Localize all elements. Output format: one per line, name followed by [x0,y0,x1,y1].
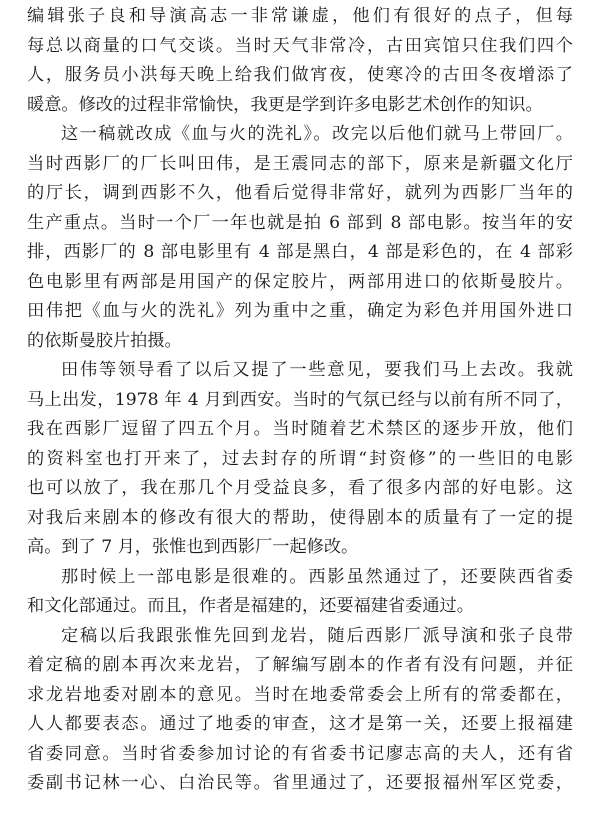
text-line: 每总以商量的口气交谈。当时天气非常冷，古田宾馆只住我们四个 [27,35,573,56]
text-line: 这一稿就改成《血与火的洗礼》。改完以后他们就马上带回厂。 [61,124,573,144]
text-line: 的厅长，调到西影不久，他看后觉得非常好，就列为西影厂当年的 [27,183,573,203]
text-line: 编辑张子良和导演高志一非常谦虚，他们有很好的点子，但每 [27,6,573,26]
text-line: 当时西影厂的厂长叫田伟，是王震同志的部下，原来是新疆文化厅 [27,153,573,174]
text-line: 田伟把《血与火的洗礼》列为重中之重，确定为彩色并用国外进口 [27,301,573,321]
paragraph [27,622,573,799]
text-line: 的资料室也打开来了，过去封存的所谓“封资修”的一些旧的电影 [27,448,573,469]
text-line: 人，服务员小洪每天晚上给我们做宵夜，使寒冷的古田冬夜增添了 [27,65,573,85]
text-line: 高。到了 7 月，张惟也到西影厂一起修改。 [27,537,359,557]
text-line: 着定稿的剧本再次来龙岩，了解编写剧本的作者有没有问题，并征 [27,655,573,675]
text-line: 对我后来剧本的修改有很大的帮助，使得剧本的质量有了一定的提 [27,507,573,528]
paragraph [27,2,573,120]
text-line: 排，西影厂的 8 部电影里有 4 部是黑白，4 部是彩色的，在 4 部彩 [27,242,573,262]
text-line: 和文化部通过。而且，作者是福建的，还要福建省委通过。 [27,596,474,616]
text-line: 人人都要表态。通过了地委的审查，这才是第一关，还要上报福建 [27,714,573,734]
text-line: 马上出发，1978 年 4 月到西安。当时的气氛已经与以前有所不同了， [27,389,573,410]
text-line: 定稿以后我跟张惟先回到龙岩，随后西影厂派导演和张子良带 [61,625,573,646]
text-line: 那时候上一部电影是很难的。西影虽然通过了，还要陕西省委 [61,566,573,587]
text-line: 我在西影厂逗留了四五个月。当时随着艺术禁区的逐步开放，他们 [27,419,573,439]
text-line: 求龙岩地委对剧本的意见。当时在地委常委会上所有的常委都在， [27,684,573,705]
document-page [27,2,573,799]
text-line: 暖意。修改的过程非常愉快，我更是学到许多电影艺术创作的知识。 [27,94,543,115]
text-line: 省委同意。当时省委参加讨论的有省委书记廖志高的夫人，还有省 [27,743,573,764]
paragraph [27,356,573,563]
paragraph [27,120,573,356]
text-line: 色电影里有两部是用国产的保定胶片，两部用进口的依斯曼胶片。 [27,271,573,292]
text-line: 生产重点。当时一个厂一年也就是拍 6 部到 8 部电影。按当年的安 [27,212,573,233]
text-line: 委副书记林一心、白治民等。省里通过了，还要报福州军区党委， [27,773,573,793]
text-line: 的依斯曼胶片拍摄。 [27,330,182,351]
text-line: 田伟等领导看了以后又提了一些意见，要我们马上去改。我就 [61,360,573,380]
paragraph [27,563,573,622]
text-line: 也可以放了，我在那几个月受益良多，看了很多内部的好电影。这 [27,478,573,498]
